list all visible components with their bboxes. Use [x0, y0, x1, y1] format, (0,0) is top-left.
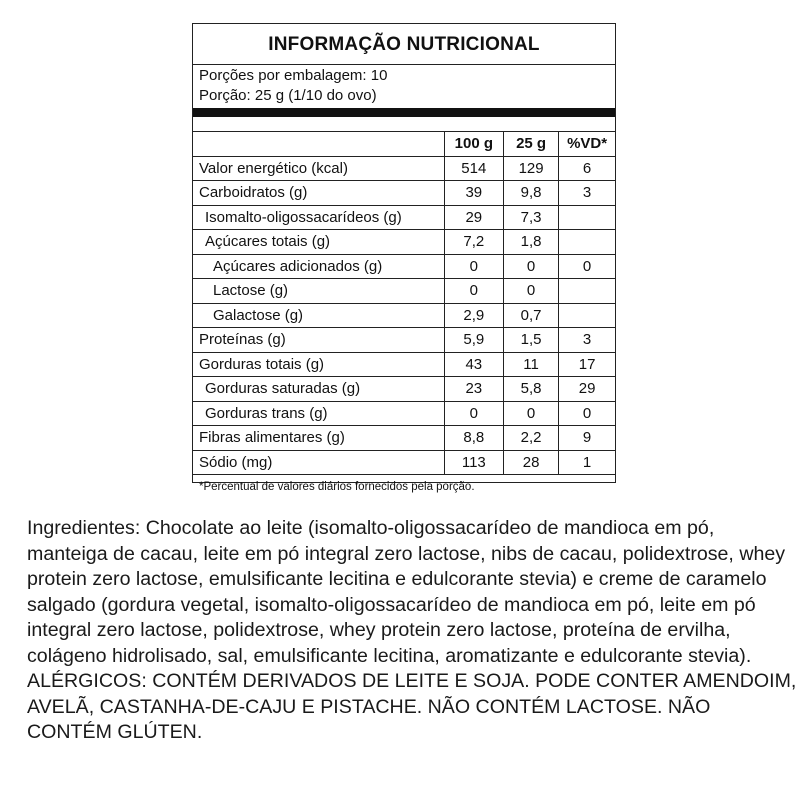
value-100g: 0	[444, 401, 503, 426]
table-row	[193, 254, 615, 279]
table-row	[193, 205, 615, 230]
value-25g: 9,8	[503, 181, 558, 206]
nutrient-name: Sódio (mg)	[193, 450, 444, 475]
value-vd: 0	[559, 254, 615, 279]
value-25g: 28	[503, 450, 558, 475]
value-25g: 5,8	[503, 377, 558, 402]
value-100g: 29	[444, 205, 503, 230]
nutrient-name: Gorduras saturadas (g)	[193, 377, 444, 402]
value-100g: 23	[444, 377, 503, 402]
value-vd	[559, 303, 615, 328]
ingredients-text: Ingredientes: Chocolate ao leite (isomalto-oligossacarídeo de mandioca em pó, manteiga de cacau, leite em pó integral zero lactose, nibs de cacau, polidextrose, whey protein zero lactose, emulsificante lecitina e edulcorante stevia) e creme de caramelo salgado (gordura vegetal, isomalto-oligossacarídeo de mandioca em pó, leite em pó integral zero lactose, polidextrose, whey protein zero lactose, proteína de ervilha, colágeno hidrolisado, sal, emulsificante lecitina, aromatizante e edulcorante stevia). ALÉRGICOS: CONTÉM DERIVADOS DE LEITE E SOJA. PODE CONTER AMENDOIM, AVELÃ, CASTANHA-DE-CAJU E PISTACHE. NÃO CONTÉM LACTOSE. NÃO CONTÉM GLÚTEN.	[27, 517, 797, 743]
header-empty-cell	[193, 132, 444, 157]
value-vd: 1	[559, 450, 615, 475]
nutrition-label	[192, 23, 616, 493]
value-100g: 39	[444, 181, 503, 206]
value-vd: 3	[559, 181, 615, 206]
table-row	[193, 156, 615, 181]
table-row	[193, 450, 615, 475]
value-100g: 43	[444, 352, 503, 377]
value-100g: 0	[444, 279, 503, 304]
value-vd	[559, 205, 615, 230]
table-row	[193, 279, 615, 304]
serving-size: Porção: 25 g (1/10 do ovo)	[199, 87, 377, 104]
value-25g: 0,7	[503, 303, 558, 328]
nutrient-name: Açúcares totais (g)	[193, 230, 444, 255]
value-vd: 6	[559, 156, 615, 181]
header-vd: %VD*	[559, 132, 615, 157]
value-25g: 1,5	[503, 328, 558, 353]
value-vd: 17	[559, 352, 615, 377]
value-100g: 7,2	[444, 230, 503, 255]
nutrient-name: Lactose (g)	[193, 279, 444, 304]
value-25g: 0	[503, 279, 558, 304]
table-row	[193, 377, 615, 402]
nutrient-name: Carboidratos (g)	[193, 181, 444, 206]
nutrient-name: Isomalto-oligossacarídeos (g)	[193, 205, 444, 230]
value-100g: 5,9	[444, 328, 503, 353]
value-100g: 8,8	[444, 426, 503, 451]
value-100g: 113	[444, 450, 503, 475]
nutrient-name: Proteínas (g)	[193, 328, 444, 353]
value-25g: 1,8	[503, 230, 558, 255]
value-25g: 7,3	[503, 205, 558, 230]
label-title: INFORMAÇÃO NUTRICIONAL	[268, 34, 540, 55]
value-vd: 0	[559, 401, 615, 426]
value-25g: 129	[503, 156, 558, 181]
nutrient-name: Açúcares adicionados (g)	[193, 254, 444, 279]
header-25g: 25 g	[503, 132, 558, 157]
table-row	[193, 352, 615, 377]
nutrient-name: Gorduras totais (g)	[193, 352, 444, 377]
table-row	[193, 181, 615, 206]
value-25g: 11	[503, 352, 558, 377]
value-25g: 0	[503, 401, 558, 426]
table-row	[193, 230, 615, 255]
nutrient-name: Fibras alimentares (g)	[193, 426, 444, 451]
servings-per-package: Porções por embalagem: 10	[199, 67, 388, 84]
table-header-row	[193, 132, 615, 157]
value-100g: 514	[444, 156, 503, 181]
nutrient-name: Valor energético (kcal)	[193, 156, 444, 181]
nutrient-name: Galactose (g)	[193, 303, 444, 328]
value-vd	[559, 230, 615, 255]
value-vd: 9	[559, 426, 615, 451]
table-row	[193, 426, 615, 451]
value-vd: 3	[559, 328, 615, 353]
nutrient-name: Gorduras trans (g)	[193, 401, 444, 426]
value-100g: 2,9	[444, 303, 503, 328]
thick-divider	[193, 108, 615, 117]
table-row	[193, 303, 615, 328]
table-row	[193, 401, 615, 426]
footnote: *Percentual de valores diários fornecidos pela porção.	[199, 481, 475, 493]
table-row	[193, 328, 615, 353]
value-vd: 29	[559, 377, 615, 402]
nutrition-table	[193, 131, 615, 475]
value-vd	[559, 279, 615, 304]
value-25g: 0	[503, 254, 558, 279]
header-100g: 100 g	[444, 132, 503, 157]
value-25g: 2,2	[503, 426, 558, 451]
value-100g: 0	[444, 254, 503, 279]
